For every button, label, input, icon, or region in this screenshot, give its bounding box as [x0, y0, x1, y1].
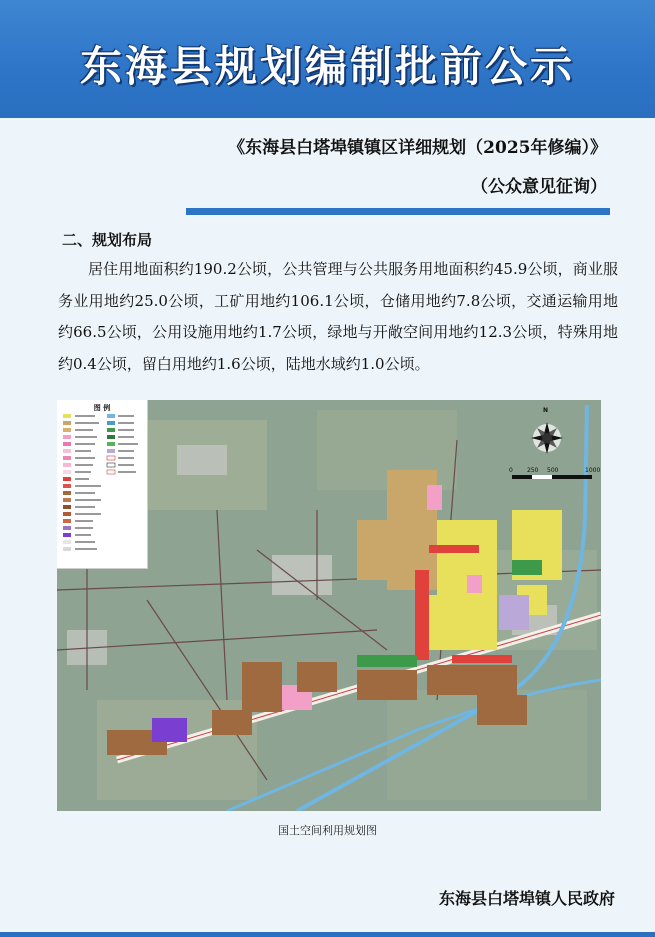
scale-label-0: 0 [509, 467, 513, 474]
page-title: 东海县规划编制批前公示 [79, 42, 575, 91]
divider-bar [186, 208, 610, 215]
map-legend [57, 400, 148, 569]
north-label: N [543, 407, 549, 414]
header-banner [0, 0, 655, 118]
land-use-paragraph: 居住用地面积约190.2公顷，公共管理与公共服务用地面积约45.9公顷，商业服务业用地约25.0公顷，工矿用地约106.1公顷，仓储用地约7.8公顷，交通运输用地约66.5公顷，公用设施用地约1.7公顷，绿地与开敞空间用地约12.3公顷，特殊用地约0.4公顷，留白用地约1.6公顷，陆地水域约1.0公顷。 [58, 260, 618, 373]
scale-label-250: 250 [527, 467, 539, 474]
issuer: 东海县白塔埠镇人民政府 [438, 889, 615, 908]
section-heading: 二、规划布局 [62, 231, 153, 249]
scale-bar [512, 475, 592, 479]
document-title: 《东海县白塔埠镇镇区详细规划（2025年修编）》 [228, 138, 607, 158]
map-caption: 国土空间利用规划图 [278, 824, 377, 837]
scale-label-500: 500 [547, 467, 559, 474]
bottom-bar [0, 932, 655, 937]
scale-label-1000: 1000 [585, 467, 601, 474]
legend-title: 图 例 [93, 404, 111, 412]
legend-swatches [57, 400, 147, 568]
land-use-map [57, 400, 601, 811]
document-subtitle: （公众意见征询） [471, 177, 607, 197]
